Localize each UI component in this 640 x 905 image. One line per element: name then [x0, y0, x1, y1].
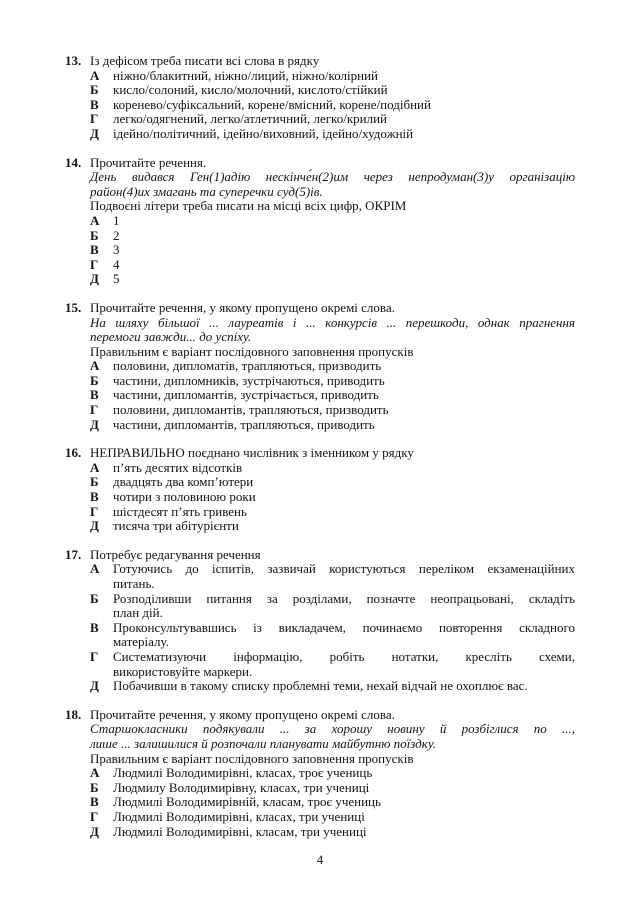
option-text-line: частини, дипломантів, трапляються, приводить	[113, 416, 375, 432]
prompt-line: Прочитайте речення, у якому пропущено окремі слова.	[90, 706, 395, 722]
option-text-line: п’ять десятих відсотків	[113, 459, 243, 475]
option-letter: А	[90, 67, 100, 83]
question	[65, 548, 575, 694]
question-number: 13.	[65, 53, 82, 68]
question	[65, 301, 575, 432]
option-letter: Д	[90, 518, 99, 534]
question	[65, 54, 575, 142]
option-row	[90, 781, 575, 796]
option-text-line: Готуючись до іспитів, зазвичай користуються переліком екзаменаційних	[113, 561, 575, 577]
option-text	[113, 83, 575, 98]
option-text	[113, 505, 575, 520]
option-letter: В	[90, 96, 99, 112]
option-row	[90, 374, 575, 389]
option-text	[113, 519, 575, 534]
option-row	[90, 403, 575, 418]
prompt-line: район(4)их змагань та суперечки суд(5)ів.	[90, 183, 323, 199]
prompt-line: Потребує редагування речення	[90, 546, 261, 562]
option-text	[113, 229, 575, 244]
option-text-line: використовуйте маркери.	[113, 663, 253, 679]
option-letter: Д	[90, 416, 99, 432]
option-letter: Б	[90, 227, 99, 243]
option-text-line: половини, дипломантів, трапляються, призводить	[113, 402, 389, 418]
option-letter: А	[90, 212, 100, 228]
option-text-line: 1	[113, 212, 120, 228]
option-text	[113, 374, 575, 389]
prompt-line: Правильним є варіант послідовного заповнення пропусків	[90, 343, 414, 359]
option-text	[113, 112, 575, 127]
option-text-line: ніжно/блакитний, ніжно/лиций, ніжно/колірний	[113, 67, 379, 83]
page-number: 4	[316, 852, 324, 868]
option-letter: Д	[90, 271, 99, 287]
prompt-line: Прочитайте речення, у якому пропущено окремі слова.	[90, 299, 395, 315]
option-text	[113, 359, 575, 374]
option-text-line: частини, дипломантів, зустрічається, приводить	[113, 387, 379, 403]
option-letter: Д	[90, 125, 99, 141]
option-letter: Г	[90, 402, 99, 418]
option-text-line: двадцять два комп’ютери	[113, 474, 254, 490]
option-row	[90, 592, 575, 621]
option-row	[90, 69, 575, 84]
option-text-line: 5	[113, 271, 120, 287]
prompt-line: Старшокласники подякували ... за хорошу новину й розбіглися по ...,	[90, 721, 575, 737]
question-body	[90, 156, 575, 287]
option-row	[90, 83, 575, 98]
option-text	[113, 490, 575, 505]
option-letter: В	[90, 489, 99, 505]
option-text-line: шістдесят п’ять гривень	[113, 503, 247, 519]
option-text	[113, 781, 575, 796]
option-text-line: частини, дипломників, зустрічаються, приводить	[113, 372, 385, 388]
prompt-line: На шляху більшої ... лауреатів і ... конкурсів ... перешкоди, однак прагнення	[90, 314, 575, 330]
question-number: 15.	[65, 299, 82, 315]
option-row	[90, 650, 575, 679]
option-letter: Г	[90, 111, 99, 127]
option-text-line: ідейно/політичний, ідейно/виховний, ідейно/художній	[113, 125, 414, 141]
option-text-line: 4	[113, 256, 120, 272]
option-text-line: план дій.	[113, 605, 163, 621]
question	[65, 446, 575, 534]
option-row	[90, 562, 575, 591]
question	[65, 708, 575, 839]
prompt-line: Правильним є варіант послідовного заповнення пропусків	[90, 750, 414, 766]
option-row	[90, 127, 575, 142]
option-letter: Г	[90, 808, 99, 824]
option-text	[113, 69, 575, 84]
option-letter: Д	[90, 678, 99, 694]
prompt-line: Із дефісом треба писати всі слова в рядку	[90, 53, 320, 68]
option-letter: В	[90, 794, 99, 810]
option-text-line: Систематизуючи інформацію, робіть нотатки, кресліть схеми,	[113, 648, 575, 664]
option-row	[90, 505, 575, 520]
option-letter: Б	[90, 372, 99, 388]
option-text	[113, 418, 575, 433]
option-text	[113, 461, 575, 476]
option-text	[113, 825, 575, 840]
question-number: 14.	[65, 154, 82, 170]
question-number: 18.	[65, 706, 82, 722]
option-row	[90, 490, 575, 505]
question-body	[90, 548, 575, 694]
option-letter: Б	[90, 590, 99, 606]
option-row	[90, 214, 575, 229]
prompt-line: Подвоєні літери треба писати на місці всіх цифр, ОКРІМ	[90, 198, 407, 214]
option-row	[90, 98, 575, 113]
option-text	[113, 562, 575, 591]
option-text	[113, 810, 575, 825]
prompt-line: НЕПРАВИЛЬНО поєднано числівник з іменником у рядку	[90, 445, 414, 461]
prompt-line: перемоги завжди... до успіху.	[90, 329, 252, 345]
question-body	[90, 301, 575, 432]
option-text	[113, 621, 575, 650]
option-letter: Д	[90, 823, 99, 839]
option-text-line: легко/одягнений, легко/атлетичний, легко/крилий	[113, 111, 387, 127]
option-letter: В	[90, 242, 99, 258]
option-text	[113, 403, 575, 418]
question-body	[90, 446, 575, 534]
question-number: 16.	[65, 445, 82, 461]
option-text	[113, 272, 575, 287]
option-row	[90, 258, 575, 273]
option-text-line: половини, дипломатів, трапляються, призводить	[113, 358, 382, 374]
prompt-line: Прочитайте речення.	[90, 154, 207, 170]
option-letter: Г	[90, 503, 99, 519]
option-text-line: питань.	[113, 576, 155, 591]
option-row	[90, 810, 575, 825]
option-row	[90, 418, 575, 433]
question-body	[90, 708, 575, 839]
option-letter: А	[90, 459, 100, 475]
option-letter: А	[90, 765, 100, 781]
option-text-line: чотири з половиною роки	[113, 489, 256, 505]
option-text	[113, 388, 575, 403]
option-text-line: Людмилі Володимирівні, класах, три учениці	[113, 808, 365, 824]
question	[65, 156, 575, 287]
option-text-line: кисло/солоний, кисло/молочний, кислото/стійкий	[113, 82, 388, 98]
option-letter: Б	[90, 779, 99, 795]
option-letter: Б	[90, 82, 99, 98]
option-row	[90, 229, 575, 244]
option-text	[113, 214, 575, 229]
option-letter: Г	[90, 256, 99, 272]
option-letter: В	[90, 387, 99, 403]
option-letter: Г	[90, 648, 99, 664]
option-text	[113, 98, 575, 113]
option-letter: А	[90, 358, 100, 374]
option-row	[90, 112, 575, 127]
option-text-line: матеріалу.	[113, 634, 169, 650]
option-row	[90, 272, 575, 287]
option-text-line: Людмилу Володимирівну, класах, три учениці	[113, 779, 370, 795]
option-row	[90, 388, 575, 403]
question-list	[65, 54, 575, 839]
option-text	[113, 475, 575, 490]
option-text-line: коренево/суфіксальний, корене/вмісний, корене/подібний	[113, 96, 431, 112]
option-text-line: Проконсультувавшись із викладачем, починаємо повторення складного	[113, 619, 575, 635]
option-text	[113, 766, 575, 781]
option-row	[90, 621, 575, 650]
option-row	[90, 519, 575, 534]
option-text-line: Людмилі Володимирівній, класам, троє учениць	[113, 794, 381, 810]
option-row	[90, 461, 575, 476]
option-row	[90, 475, 575, 490]
question-number: 17.	[65, 546, 82, 562]
option-row	[90, 825, 575, 840]
option-text	[113, 127, 575, 142]
option-row	[90, 795, 575, 810]
option-text	[113, 679, 575, 694]
option-row	[90, 243, 575, 258]
option-text	[113, 258, 575, 273]
option-row	[90, 766, 575, 781]
option-letter: А	[90, 561, 100, 577]
option-text	[113, 592, 575, 621]
option-letter: В	[90, 619, 99, 635]
option-text-line: Людмилі Володимирівні, класах, троє учениць	[113, 765, 373, 781]
option-text	[113, 795, 575, 810]
prompt-line: лише ... залишилися й розпочали планувати майбутню поїздку.	[90, 735, 437, 751]
question-body	[90, 54, 575, 142]
option-row	[90, 679, 575, 694]
option-text-line: тисяча три абітурієнти	[113, 518, 239, 534]
option-letter: Б	[90, 474, 99, 490]
prompt-line: День видався Ген(1)адію нескінче́н(2)им через непродуман(3)у організацію	[90, 169, 575, 185]
option-text-line: 2	[113, 227, 120, 243]
option-text	[113, 243, 575, 258]
option-text-line: Побачивши в такому списку проблемні теми, нехай відчай не охоплює вас.	[113, 678, 528, 694]
option-text-line: Розподіливши питання за розділами, позначте неопрацьовані, складіть	[113, 590, 575, 606]
option-text-line: 3	[113, 242, 120, 258]
option-row	[90, 359, 575, 374]
option-text-line: Людмилі Володимирівні, класам, три учениці	[113, 823, 367, 839]
option-text	[113, 650, 575, 679]
